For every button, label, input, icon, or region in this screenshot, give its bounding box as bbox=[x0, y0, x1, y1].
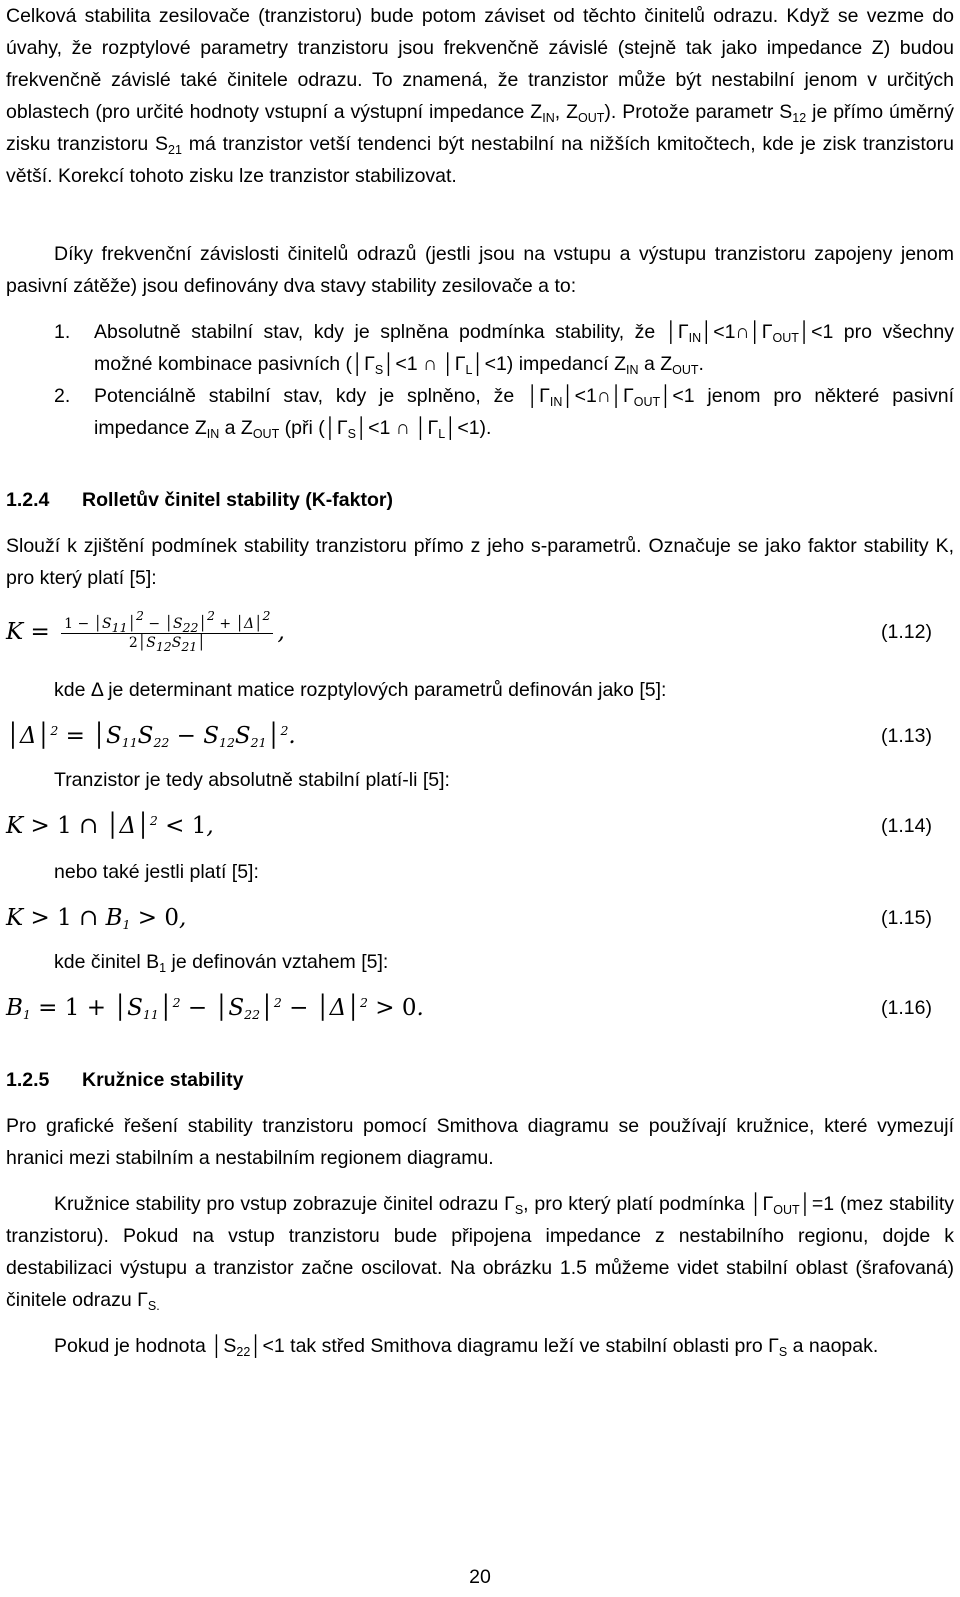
section-title: Kružnice stability bbox=[82, 1069, 244, 1091]
equation-number: (1.14) bbox=[881, 815, 932, 837]
paragraph-absolute: Tranzistor je tedy absolutně stabilní platí-li [5]: bbox=[54, 769, 450, 791]
paragraph-stability-intro: Celková stabilita zesilovače (tranzistoru) bude potom záviset od těchto činitelů odrazu. Když se vezme do úvahy, že rozptylové parametry tranzistoru jsou frekvenčně závislé (stejně tak jako impedance Z) budou frekvenčně závislé také činitele odrazu. To znamená, že tranzistor může být nestabilní jenom v určitých oblastech (pro určité hodnoty vstupní a výstupní impedance $Z_{IN}$, $Z_{OUT}$). Protože parametr $S_{12}$ je přímo úměrný zisku tranzistoru $S_{21}$ má tranzistor vetší tendenci být nestabilní na nižších kmitočtech, kde je zisk tranzistoru větší. Korekcí tohoto zisku lze tranzistor stabilizovat. bbox=[6, 5, 954, 187]
equation-number: (1.15) bbox=[881, 907, 932, 929]
equation-1-13: │Δ│$^2$ = $│S_{11}S_{22}$ − $S_{12}S_{21}│^2$. (1.13) bbox=[6, 716, 954, 756]
section-heading bbox=[6, 484, 393, 516]
paragraph-b1: kde činitel $B_1$ je definován vztahem [5]: bbox=[54, 951, 389, 975]
list-item-text: Potenciálně stabilní stav, kdy je splněno, že $│\Gamma_{IN}│<1\cap│\Gamma_{OUT}│<1$ jenom pro některé pasivní impedance $Z_{IN}$ a $Z_{OUT}$ (při ($│\Gamma_S│<1$ ∩ $│\Gamma_L│<1$). bbox=[94, 385, 954, 441]
equation-number: (1.12) bbox=[881, 621, 932, 643]
paragraph-s22: Pokud je hodnota $│S_{22}│<1$ tak střed Smithova diagramu leží ve stabilní oblasti pro $\Gamma_S$ a naopak. bbox=[54, 1335, 879, 1359]
equation-1-14: K > 1 ∩ │Δ│$^2$ < 1, (1.14) bbox=[6, 806, 954, 846]
section-number: 1.2.5 bbox=[6, 1069, 50, 1091]
paragraph-input-circle: Kružnice stability pro vstup zobrazuje činitel odrazu $\Gamma_S$, pro který platí podmínka $│\Gamma_{OUT}│=1$ (mez stability tranzistoru). Pokud na vstup tranzistoru bude připojena impedance z nestabilního regionu, dojde k destabilizaci výstupu a tranzistor začne oscilovat. Na obrázku 1.5 můžeme videt stabilní oblast (šrafovaná) činitele odrazu $\Gamma_{S.}$ bbox=[6, 1193, 954, 1313]
list-item-number: 2. bbox=[54, 385, 71, 407]
paragraph-delta: kde Δ je determinant matice rozptylových parametrů definován jako [5]: bbox=[54, 679, 667, 701]
list-item bbox=[54, 380, 954, 444]
equation-1-12: K = $\frac{1 - │S11│2 - │S22│2 + │\Delta│2}{2│S12S21│}$ , (1.12) bbox=[6, 607, 932, 654]
section-number: 1.2.4 bbox=[6, 489, 50, 511]
equation-1-16: $B_1 = 1$ + $│S_{11}│^2$ − $│S_{22}│^2$ − │Δ│$^2$ > 0. (1.16) bbox=[6, 988, 954, 1028]
equation-number: (1.16) bbox=[881, 997, 932, 1019]
paragraph-stability-states: Díky frekvenční závislosti činitelů odrazů (jestli jsou na vstupu a výstupu tranzistoru zapojeny jenom pasivní zátěže) jsou definovány dva stavy stability zesilovače a to: bbox=[6, 243, 954, 297]
paragraph-smith: Pro grafické řešení stability tranzistoru pomocí Smithova diagramu se používají kružnice, které vymezují hranici mezi stabilním a nestabilním regionem diagramu. bbox=[6, 1115, 954, 1169]
paragraph-or: nebo také jestli platí [5]: bbox=[54, 861, 259, 883]
list-item-number: 1. bbox=[54, 321, 71, 343]
equation-1-15: K > 1 ∩ $B_1 > 0$, (1.15) bbox=[6, 898, 954, 938]
section-heading bbox=[6, 1064, 243, 1096]
list-item bbox=[54, 316, 954, 380]
page-number: 20 bbox=[469, 1566, 491, 1588]
equation-number: (1.13) bbox=[881, 725, 932, 747]
list-item-text: Absolutně stabilní stav, kdy je splněna podmínka stability, že $│\Gamma_{IN}│<1\cap│\Gamma_{OUT}│<1$ pro všechny možné kombinace pasivních ($│\Gamma_S│<1$ ∩ $│\Gamma_L│<1$) impedancí $Z_{IN}$ a $Z_{OUT}$. bbox=[94, 321, 954, 377]
section-title: Rolletův činitel stability (K-faktor) bbox=[82, 489, 393, 511]
paragraph-k-factor: Slouží k zjištění podmínek stability tranzistoru přímo z jeho s-parametrů. Označuje se jako faktor stability K, pro který platí [5]: bbox=[6, 535, 954, 589]
